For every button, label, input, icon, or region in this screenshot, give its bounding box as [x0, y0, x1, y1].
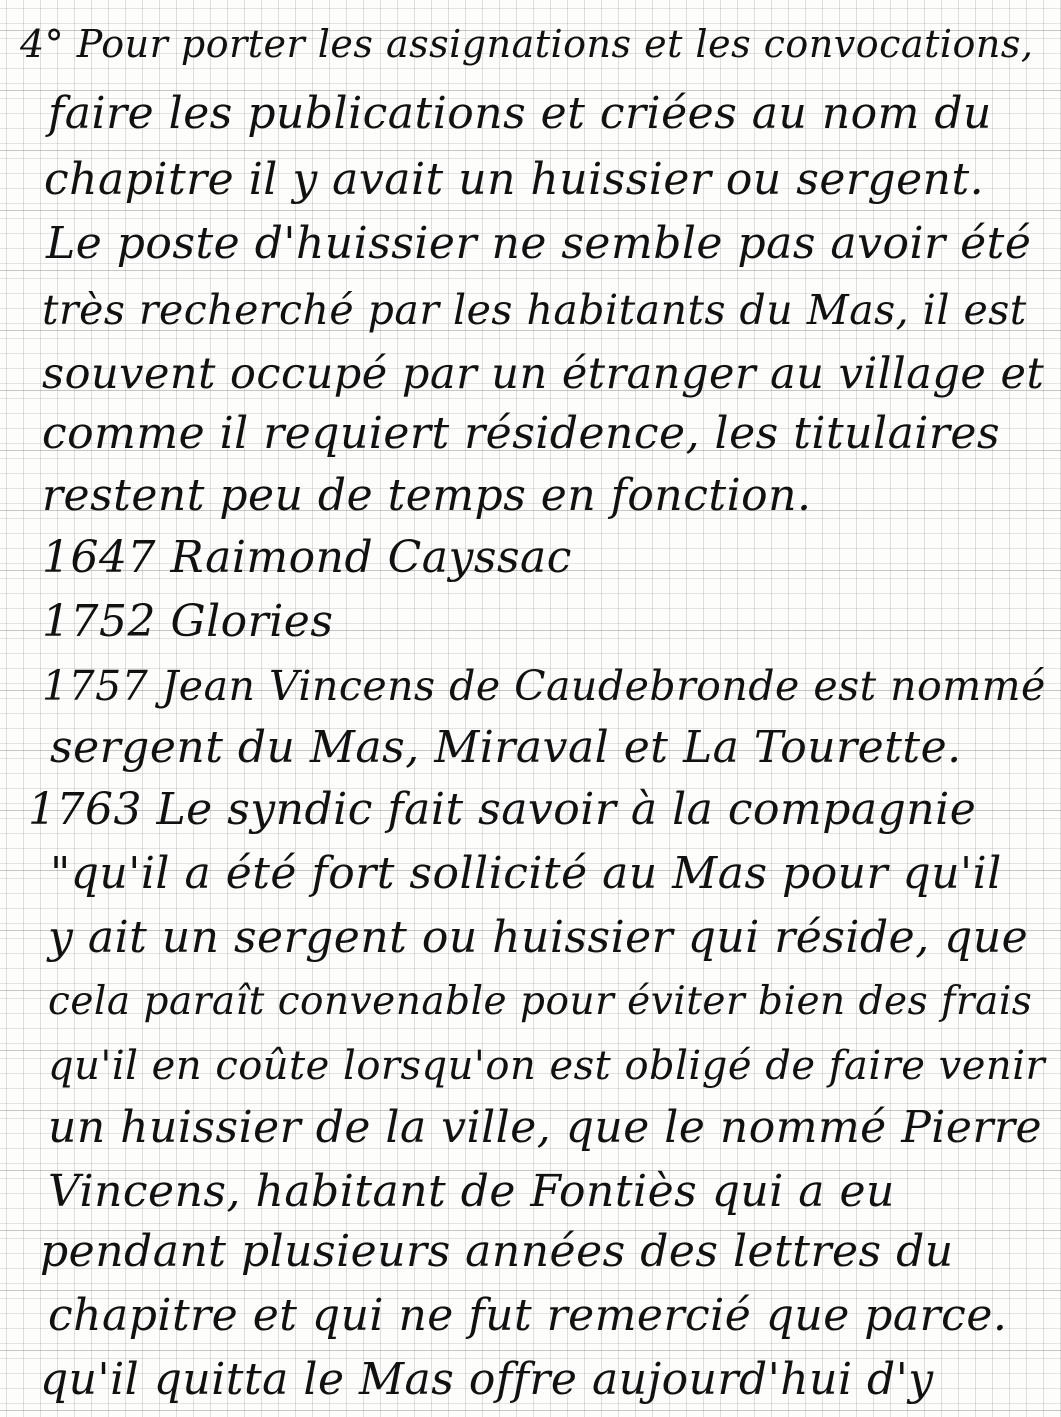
text-line-19: Vincens, habitant de Fontiès qui a eu	[48, 1166, 895, 1217]
text-line-10: 1752 Glories	[42, 596, 334, 647]
text-line-8: restent peu de temps en fonction.	[42, 470, 812, 521]
text-line-18: un huissier de la ville, que le nommé Pierre	[48, 1102, 1043, 1153]
text-line-2: faire les publications et criées au nom du	[48, 88, 992, 139]
text-line-6: souvent occupé par un étranger au village et	[42, 349, 1045, 399]
text-line-5: très recherché par les habitants du Mas, il est	[42, 286, 1027, 334]
text-line-9: 1647 Raimond Cayssac	[42, 532, 572, 583]
text-line-14: "qu'il a été fort sollicité au Mas pour qu'il	[50, 848, 1002, 899]
text-line-11: 1757 Jean Vincens de Caudebronde est nommé	[42, 662, 1046, 710]
text-line-16: cela paraît convenable pour éviter bien des frais	[48, 979, 1033, 1024]
text-line-20: pendant plusieurs années des lettres du	[40, 1226, 954, 1277]
text-line-22: qu'il quitta le Mas offre aujourd'hui d'y	[40, 1354, 934, 1405]
text-line-21: chapitre et qui ne fut remercié que parce.	[48, 1290, 1008, 1341]
text-line-1: 4° Pour porter les assignations et les convocations,	[20, 22, 1034, 66]
text-line-15: y ait un sergent ou huissier qui réside, que	[48, 912, 1029, 963]
text-line-4: Le poste d'huissier ne semble pas avoir été	[46, 218, 1032, 269]
text-line-17: qu'il en coûte lorsqu'on est obligé de faire venir	[48, 1043, 1046, 1089]
text-line-12: sergent du Mas, Miraval et La Tourette.	[50, 722, 962, 773]
text-line-13: 1763 Le syndic fait savoir à la compagnie	[28, 784, 977, 835]
text-line-3: chapitre il y avait un huissier ou sergent.	[44, 154, 985, 205]
text-line-7: comme il requiert résidence, les titulaires	[42, 408, 1001, 459]
